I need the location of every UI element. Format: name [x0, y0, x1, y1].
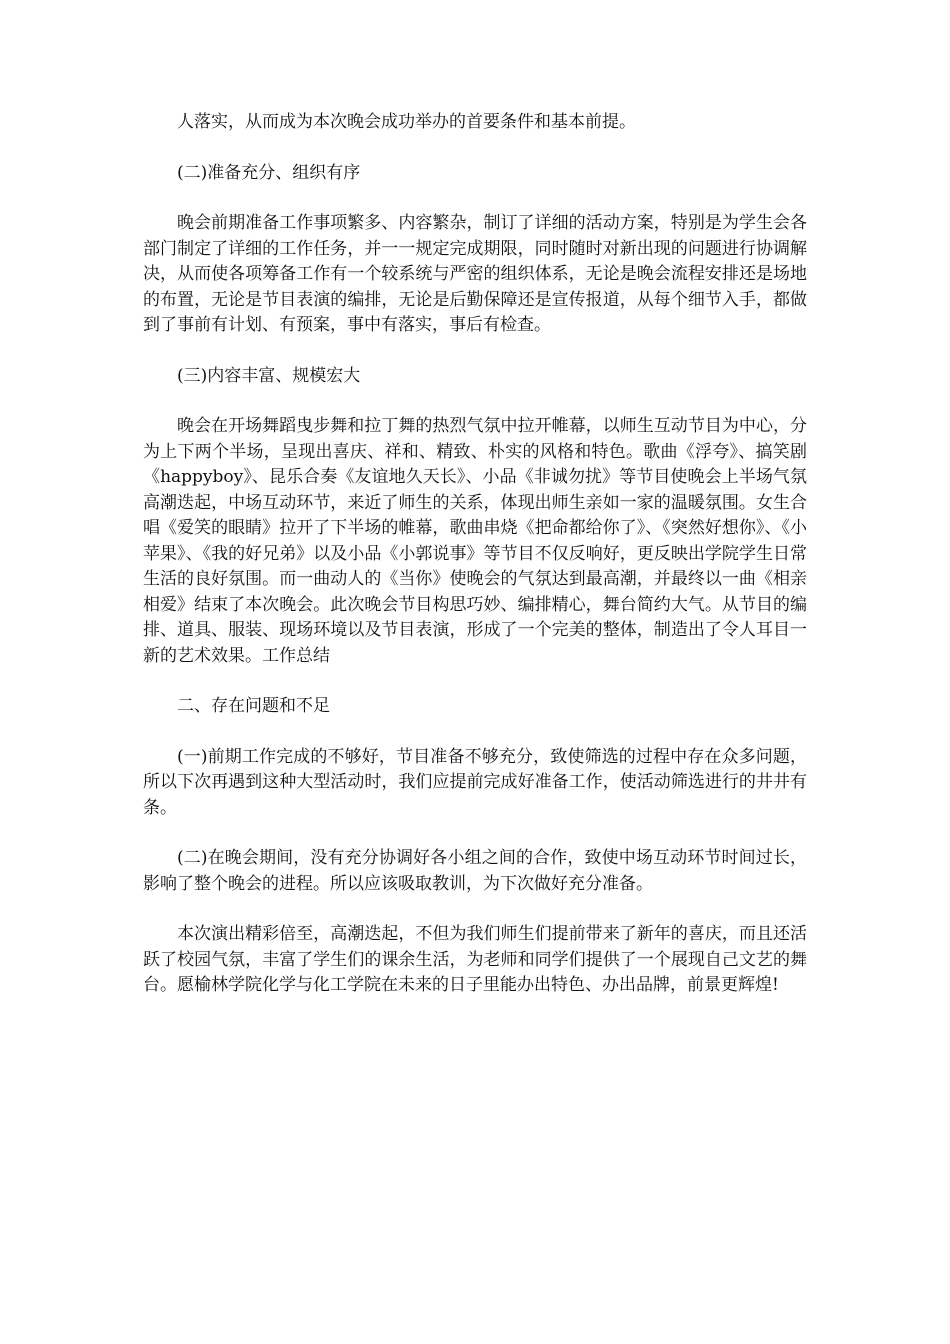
- paragraph-problem-2: (二)在晚会期间，没有充分协调好各小组之间的合作，致使中场互动环节时间过长，影响了整个晚会的进程。所以应该吸取教训，为下次做好充分准备。: [143, 848, 807, 894]
- section-heading-problems: 二、存在问题和不足: [177, 696, 330, 716]
- paragraph-continuation: 人落实，从而成为本次晚会成功举办的首要条件和基本前提。: [177, 112, 636, 132]
- paragraph-problem-1: (一)前期工作完成的不够好，节目准备不够充分，致使筛选的过程中存在众多问题，所以下次再遇到这种大型活动时，我们应提前完成好准备工作，使活动筛选进行的井井有条。: [143, 746, 807, 818]
- paragraph-content: 晚会在开场舞蹈曳步舞和拉丁舞的热烈气氛中拉开帷幕，以师生互动节目为中心，分为上下两个半场，呈现出喜庆、祥和、精致、朴实的风格和特色。歌曲《浮夸》、搞笑剧《happyboy》、昆乐合奏《友谊地久天长》、小品《非诚勿扰》等节目使晚会上半场气氛高潮迭起，中场互动环节，来近了师生的关系，体现出师生亲如一家的温暖氛围。女生合唱《爱笑的眼睛》拉开了下半场的帷幕，歌曲串烧《把命都给你了》、《突然好想你》、《小苹果》、《我的好兄弟》以及小品《小郭说事》等节目不仅反响好，更反映出学院学生日常生活的良好氛围。而一曲动人的《当你》使晚会的气氛达到最高潮，并最终以一曲《相亲相爱》结束了本次晚会。此次晚会节目构思巧妙、编排精心，舞台简约大气。从节目的编排、道具、服装、现场环境以及节目表演，形成了一个完美的整体，制造出了令人耳目一新的艺术效果。工作总结: [143, 416, 807, 666]
- paragraph-conclusion: 本次演出精彩倍至，高潮迭起，不但为我们师生们提前带来了新年的喜庆，而且还活跃了校园气氛，丰富了学生们的课余生活，为老师和同学们提供了一个展现自己文艺的舞台。愿榆林学院化学与化工学院在未来的日子里能办出特色、办出品牌，前景更辉煌!: [143, 924, 807, 995]
- document-body: [143, 110, 807, 1024]
- section-heading-preparation: (二)准备充分、组织有序: [177, 162, 361, 183]
- section-heading-content: (三)内容丰富、规模宏大: [177, 365, 361, 386]
- paragraph-preparation: 晚会前期准备工作事项繁多、内容繁杂，制订了详细的活动方案，特别是为学生会各部门制定了详细的工作任务，并一一规定完成期限，同时随时对新出现的问题进行协调解决，从而使各项筹备工作有一个较系统与严密的组织体系，无论是晚会流程安排还是场地的布置，无论是节目表演的编排，无论是后勤保障还是宣传报道，从每个细节入手，都做到了事前有计划、有预案，事中有落实，事后有检查。: [143, 213, 807, 335]
